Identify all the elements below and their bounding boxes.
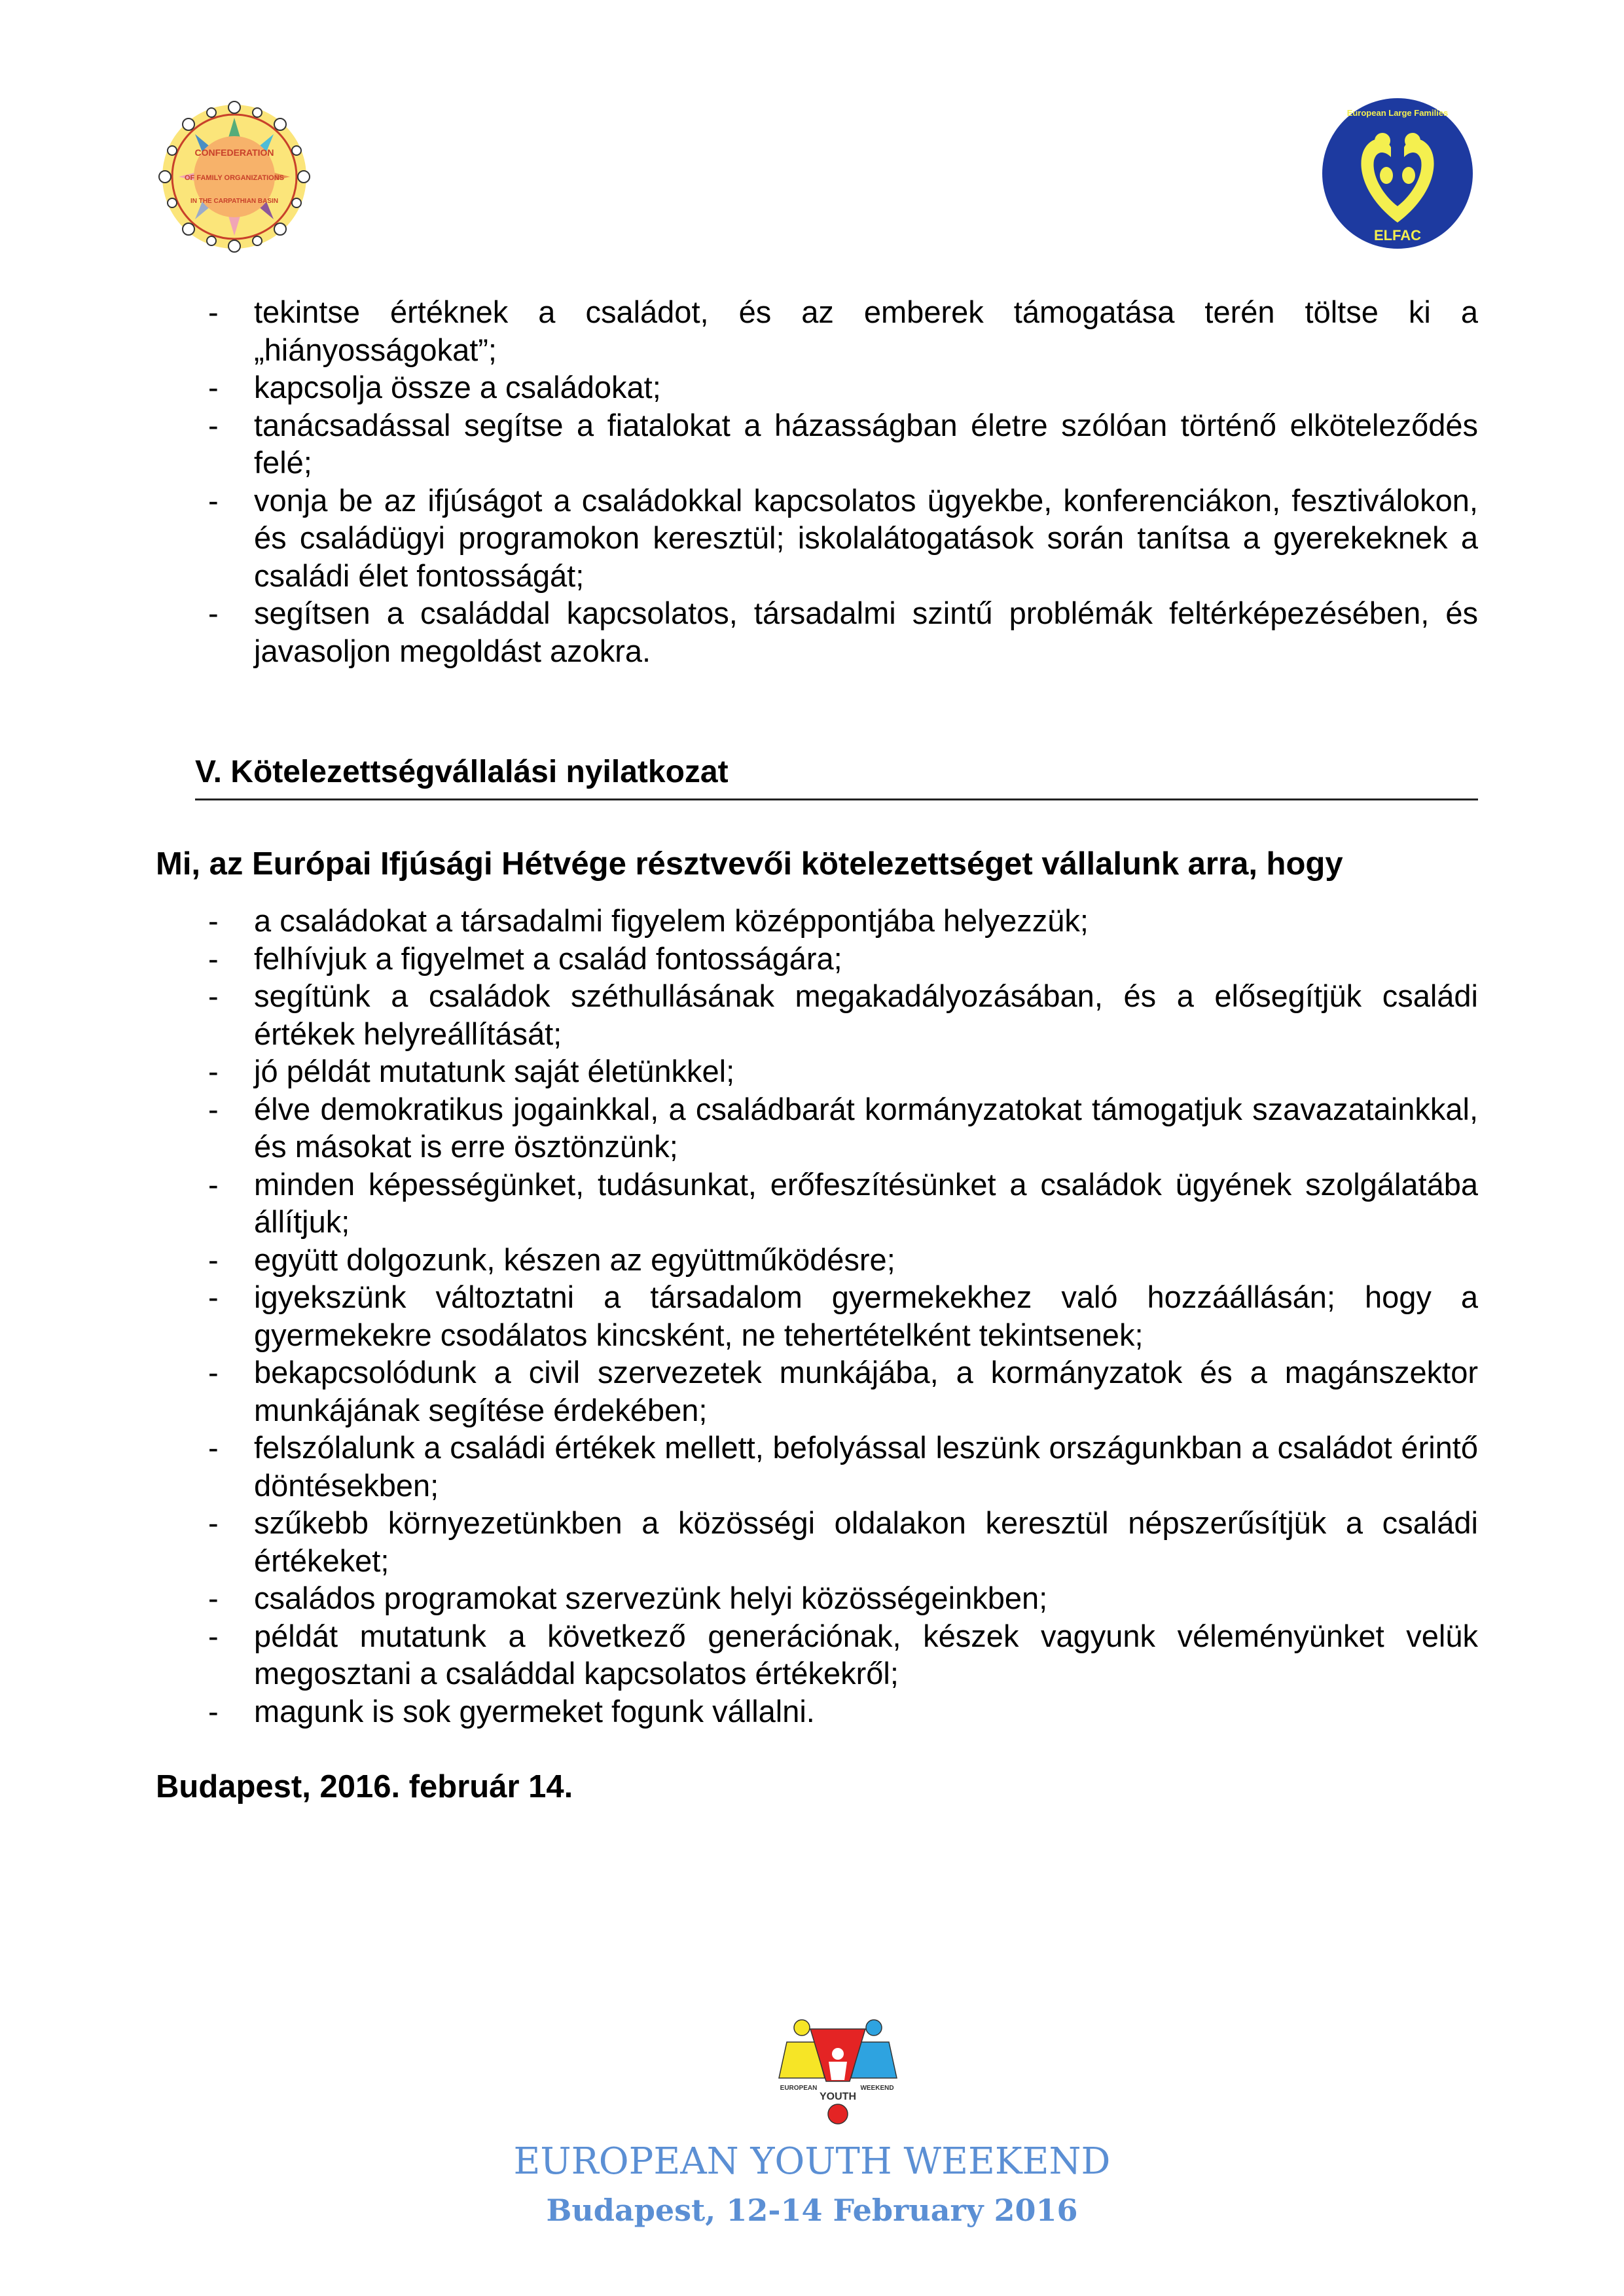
bullet-dash: - [208, 903, 219, 938]
list-item: - a családokat a társadalmi figyelem középpontjába helyezzük; [208, 902, 1478, 940]
list-item: - magunk is sok gyermeket fogunk vállalni. [208, 1693, 1478, 1731]
list-item: - felszólalunk a családi értékek mellett, befolyással leszünk országunkban a családot érintő döntésekben; [208, 1430, 1478, 1503]
list-item: - bekapcsolódunk a civil szervezetek munkájába, a kormányzatok és a magánszektor munkájának segítése érdekében; [208, 1355, 1478, 1427]
european-youth-weekend-logo [772, 2016, 903, 2127]
bullet-dash: - [208, 1505, 219, 1540]
bullet-dash: - [208, 1280, 219, 1314]
bullet-dash: - [208, 1091, 219, 1126]
bullet-dash: - [208, 1242, 219, 1277]
list-item: - felhívjuk a figyelmet a család fontosságára; [208, 940, 1478, 978]
bullet-dash: - [208, 1355, 219, 1390]
cfocb-logo [149, 98, 319, 255]
svg-text:European Large Families: European Large Families [1346, 108, 1449, 118]
bullet-dash: - [208, 978, 219, 1013]
bullet-dash: - [208, 1581, 219, 1615]
bullet-dash: - [208, 407, 219, 442]
commitment-intro: Mi, az Európai Ifjúsági Hétvége résztvevői kötelezettséget vállalunk arra, hogy [156, 846, 1343, 882]
list-item: - együtt dolgozunk, készen az együttműködésre; [208, 1241, 1478, 1279]
list-item: - jó példát mutatunk saját életünkkel; [208, 1052, 1478, 1090]
list-item: - vonja be az ifjúságot a családokkal kapcsolatos ügyekbe, konferenciákon, fesztiválokon, és családügyi programokon keresztül; iskolalátogatások során tanítsa a gyerekeknek a családi élet fontosságát; [208, 482, 1478, 593]
bullet-dash: - [208, 1054, 219, 1088]
list-item: - segítünk a családok széthullásának megakadályozásában, és a elősegítjük családi értékek helyreállítását; [208, 978, 1478, 1051]
bullet-dash: - [208, 1618, 219, 1653]
signature-date: Budapest, 2016. február 14. [156, 1769, 573, 1804]
bullet-dash: - [208, 370, 219, 404]
footer-event-date: Budapest, 12-14 February 2016 [546, 2193, 1078, 2228]
section-heading: V. Kötelezettségvállalási nyilatkozat [195, 753, 1478, 800]
bullet-dash: - [208, 596, 219, 630]
footer-event-title: EUROPEAN YOUTH WEEKEND [513, 2140, 1111, 2183]
svg-text:WEEKEND: WEEKEND [860, 2085, 894, 2092]
bullet-dash: - [208, 941, 219, 976]
responsibilities-list [208, 293, 1478, 670]
list-item: - tekintse értéknek a családot, és az emberek támogatása terén töltse ki a „hiányosságokat”; [208, 295, 1478, 367]
list-item: - segítsen a családdal kapcsolatos, társadalmi szintű problémák feltérképezésében, és javasoljon megoldást azokra. [208, 596, 1478, 668]
svg-text:CONFEDERATION: CONFEDERATION [194, 147, 274, 158]
list-item: - kapcsolja össze a családokat; [208, 368, 1478, 406]
list-item: - szűkebb környezetünkben a közösségi oldalakon keresztül népszerűsítjük a családi értékeket; [208, 1505, 1478, 1578]
bullet-dash: - [208, 1430, 219, 1465]
bullet-dash: - [208, 1166, 219, 1202]
bullet-dash: - [208, 295, 219, 329]
list-item: - élve demokratikus jogainkkal, a családbarát kormányzatokat támogatjuk szavazatainkkal, és másokat is erre ösztönzünk; [208, 1091, 1478, 1164]
elfac-logo [1319, 95, 1476, 252]
elfac-heart-icon [1319, 95, 1476, 252]
youth-figures-icon [772, 2016, 903, 2127]
svg-text:OF FAMILY ORGANIZATIONS: OF FAMILY ORGANIZATIONS [185, 174, 284, 182]
svg-text:EUROPEAN: EUROPEAN [780, 2085, 818, 2092]
family-circle-icon [149, 98, 319, 255]
svg-text:ELFAC: ELFAC [1373, 227, 1422, 243]
bullet-dash: - [208, 482, 219, 518]
list-item: - példát mutatunk a következő generációnak, készek vagyunk véleményünket velük megosztani a családdal kapcsolatos értékekről; [208, 1618, 1478, 1691]
commitments-list [208, 902, 1478, 1730]
svg-text:YOUTH: YOUTH [820, 2091, 856, 2102]
list-item: - igyekszünk változtatni a társadalom gyermekekhez való hozzáállásán; hogy a gyermekekre csodálatos kincsként, ne tehertételként tekintsenek; [208, 1280, 1478, 1352]
svg-text:IN THE CARPATHIAN BASIN: IN THE CARPATHIAN BASIN [190, 198, 279, 205]
list-item: - tanácsadással segítse a fiatalokat a házasságban életre szólóan történő elköteleződés felé; [208, 407, 1478, 480]
list-item: - minden képességünket, tudásunkat, erőfeszítésünket a családok ügyének szolgálatába állítjuk; [208, 1166, 1478, 1239]
list-item: - családos programokat szervezünk helyi közösségeinkben; [208, 1579, 1478, 1617]
bullet-dash: - [208, 1693, 219, 1729]
